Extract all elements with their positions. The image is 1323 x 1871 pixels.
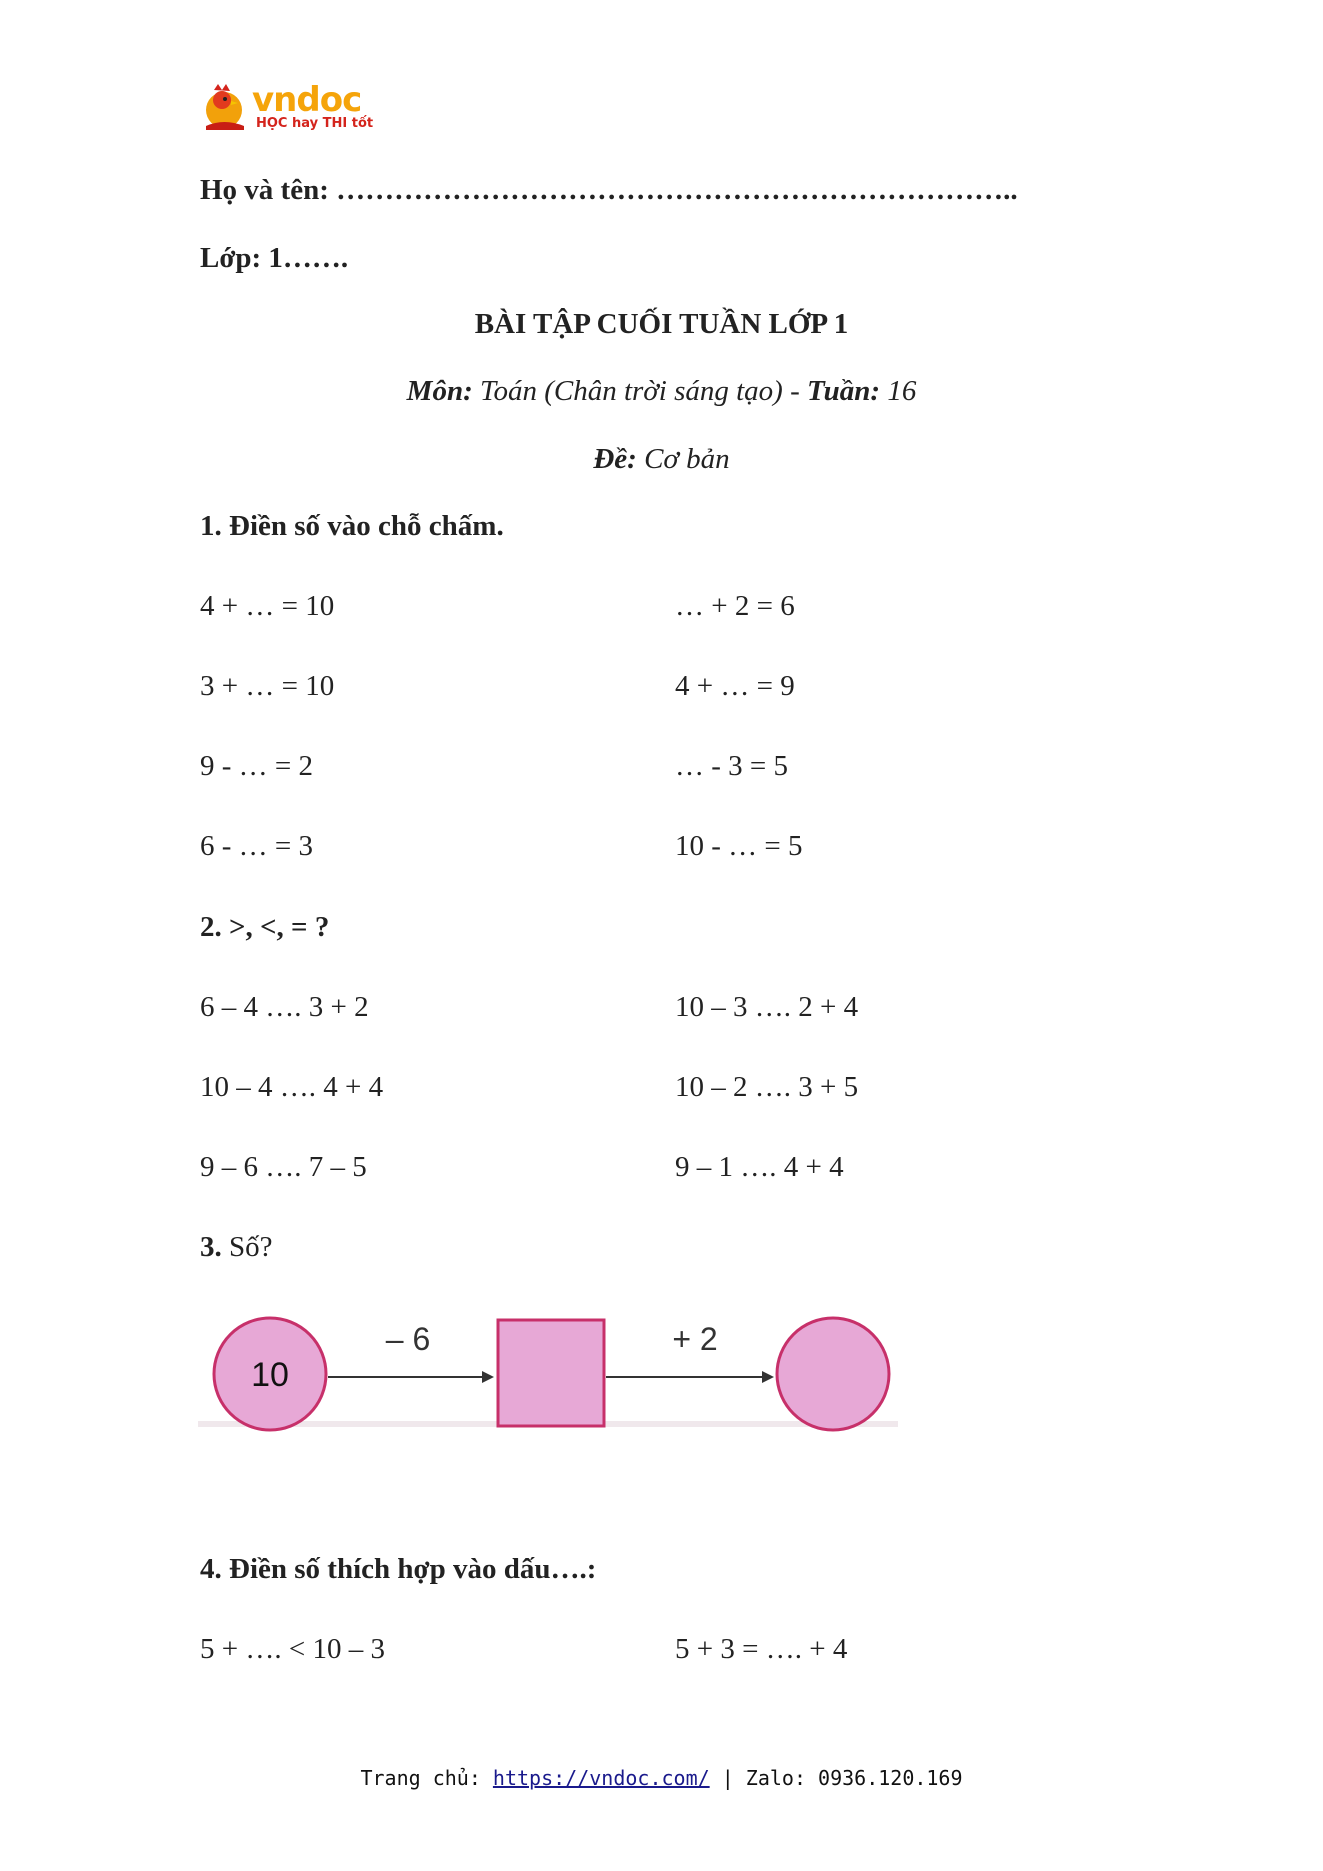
subject-value: Toán (Chân trời sáng tạo) - — [472, 375, 808, 407]
arrow-head-1-icon — [482, 1371, 494, 1383]
level-label: Đề: — [593, 443, 637, 475]
exercise-2-3: 10 – 4 …. 4 + 4 — [200, 1071, 384, 1103]
exercise-1-8: 10 - … = 5 — [675, 830, 803, 862]
section-1-heading: 1. Điền số vào chỗ chấm. — [200, 510, 504, 542]
footer-prefix: Trang chủ: — [360, 1766, 493, 1790]
week-label: Tuần: — [807, 375, 881, 407]
section-3-heading — [200, 1231, 273, 1264]
exercise-1-5: 9 - … = 2 — [200, 750, 314, 782]
worksheet-title: BÀI TẬP CUỐI TUẦN LỚP 1 — [474, 308, 849, 340]
exercise-1-7: 6 - … = 3 — [200, 830, 314, 862]
footer-suffix: | Zalo: 0936.120.169 — [709, 1766, 963, 1790]
exercise-1-4: 4 + … = 9 — [675, 670, 795, 702]
rooster-mascot-icon — [200, 82, 252, 134]
exercise-2-6: 9 – 1 …. 4 + 4 — [675, 1151, 844, 1183]
exercise-1-1: 4 + … = 10 — [200, 590, 335, 622]
exercise-4-1: 5 + …. < 10 – 3 — [200, 1633, 385, 1665]
answer-box[interactable] — [498, 1320, 604, 1426]
section-3-text: Số? — [221, 1231, 273, 1263]
worksheet-subtitle — [0, 375, 1323, 408]
level-value: Cơ bản — [636, 443, 730, 475]
exercise-2-1: 6 – 4 …. 3 + 2 — [200, 991, 369, 1023]
answer-circle[interactable] — [777, 1318, 889, 1430]
page-footer — [0, 1766, 1323, 1790]
student-name-line: Họ và tên: …………………………………………………………….. — [200, 174, 1018, 206]
subject-label: Môn: — [406, 375, 473, 407]
arrow-head-2-icon — [762, 1371, 774, 1383]
week-value: 16 — [880, 375, 917, 407]
exercise-2-5: 9 – 6 …. 7 – 5 — [200, 1151, 367, 1183]
exercise-4-2: 5 + 3 = …. + 4 — [675, 1633, 848, 1665]
vndoc-logo — [200, 78, 380, 138]
start-number: 10 — [251, 1356, 289, 1394]
logo-wordmark: vndoc — [252, 80, 362, 120]
exercise-2-2: 10 – 3 …. 2 + 4 — [675, 991, 859, 1023]
section-2-heading: 2. >, <, = ? — [200, 911, 330, 943]
exercise-1-2: … + 2 = 6 — [675, 590, 795, 622]
exercise-1-3: 3 + … = 10 — [200, 670, 335, 702]
exercise-1-6: … - 3 = 5 — [675, 750, 789, 782]
logo-slogan: HỌC hay THI tốt — [256, 116, 374, 131]
homepage-link[interactable]: https://vndoc.com/ — [492, 1766, 710, 1790]
exercise-2-4: 10 – 2 …. 3 + 5 — [675, 1071, 859, 1103]
worksheet-level — [0, 443, 1323, 476]
class-line: Lớp: 1……. — [200, 242, 349, 274]
operation-minus-label: – 6 — [385, 1321, 431, 1357]
section-4-heading: 4. Điền số thích hợp vào dấu….: — [200, 1553, 597, 1585]
operation-plus-label: + 2 — [672, 1321, 718, 1357]
section-3-number: 3. — [200, 1231, 222, 1263]
number-chain-diagram — [198, 1308, 898, 1438]
